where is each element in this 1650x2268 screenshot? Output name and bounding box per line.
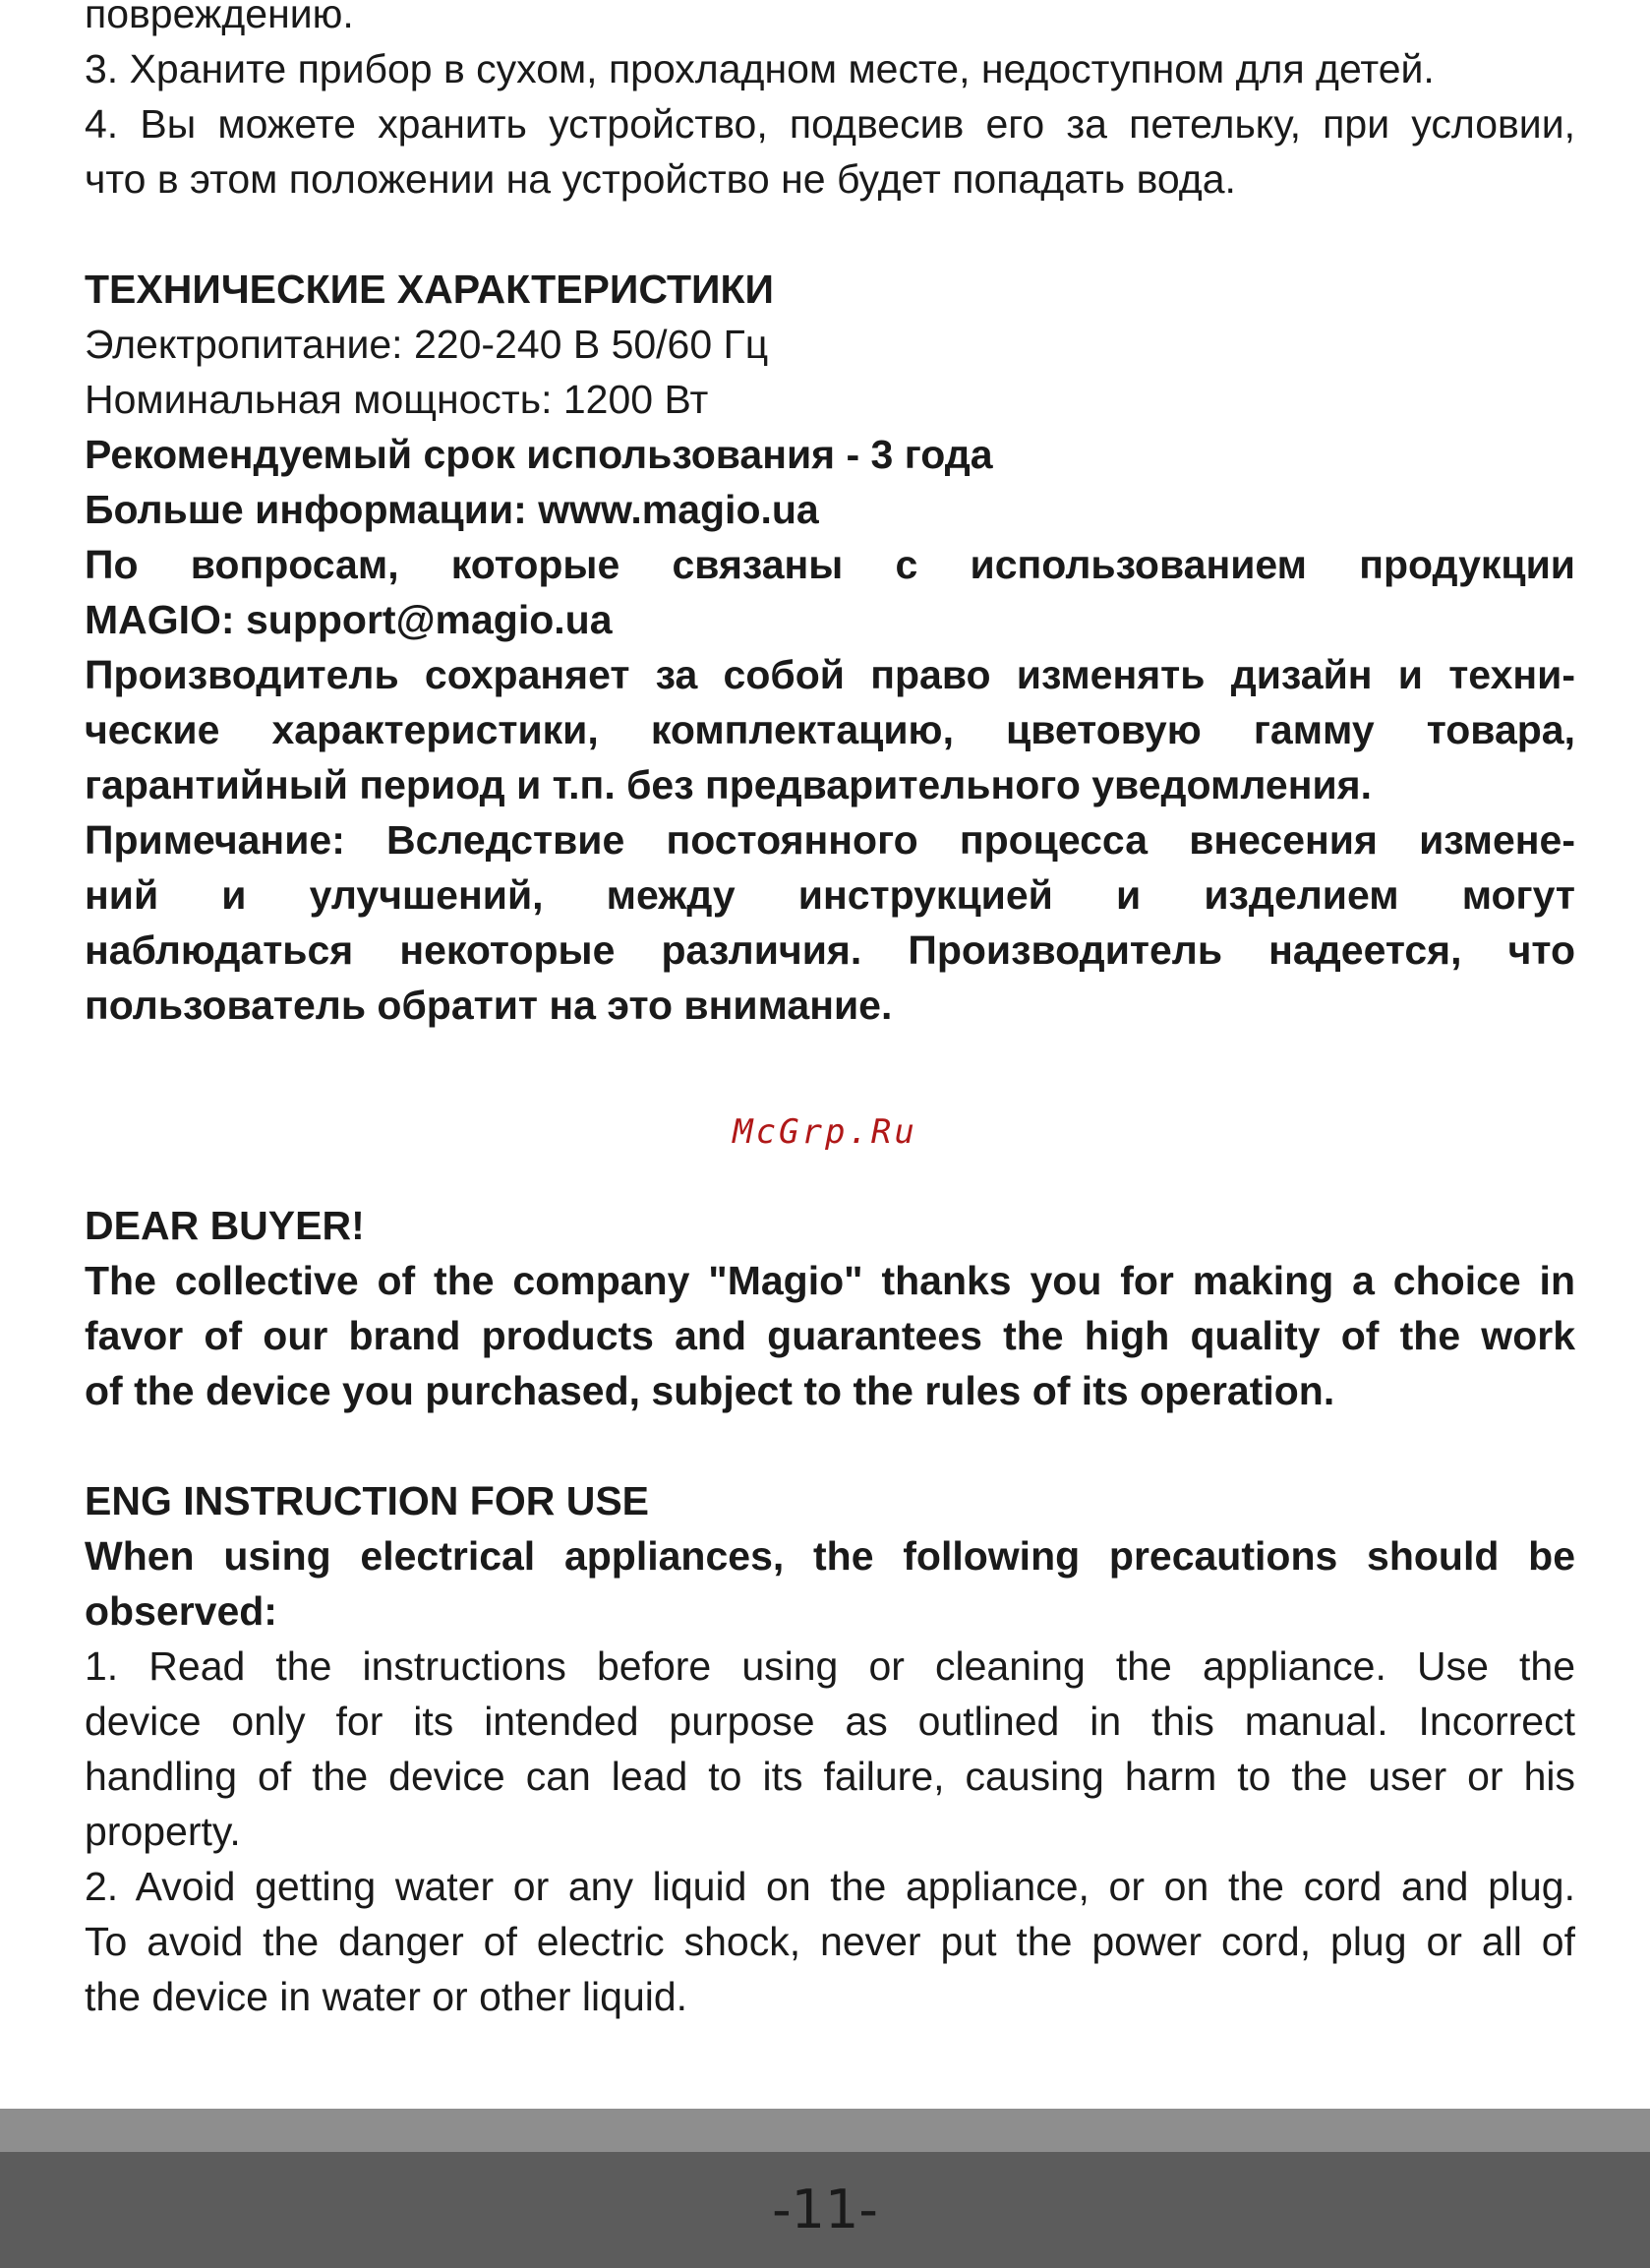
item1-line-2: device only for its intended purpose as outlined in this manual. Incorrect <box>85 1699 1575 1744</box>
item1-line-3: handling of the device can lead to its failure, causing harm to the user or his <box>85 1754 1575 1799</box>
item2-line-2: To avoid the danger of electric shock, never put the power cord, plug or all of <box>85 1919 1575 1964</box>
storage-line-fragment: повреждению. <box>85 0 354 36</box>
spacer <box>85 207 1575 262</box>
page-content <box>85 0 1575 2024</box>
specs-heading: ТЕХНИЧЕСКИЕ ХАРАКТЕРИСТИКИ <box>85 267 774 312</box>
manufacturer-line-3: гарантийный период и т.п. без предварительного уведомления. <box>85 762 1372 807</box>
support-line-2: MAGIO: support@magio.ua <box>85 597 613 642</box>
storage-item-4: 4. Вы можете хранить устройство, подвесив его за петельку, при условии, <box>85 101 1575 147</box>
support-line-1: По вопросам, которые связаны с использованием продукции <box>85 542 1575 587</box>
note-line-1: Примечание: Вследствие постоянного процесса внесения измене- <box>85 817 1575 863</box>
item1-line-1: 1. Read the instructions before using or cleaning the appliance. Use the <box>85 1643 1575 1689</box>
precautions-line-2: observed: <box>85 1588 277 1634</box>
instruction-heading: ENG INSTRUCTION FOR USE <box>85 1478 650 1523</box>
storage-item-3: 3. Храните прибор в сухом, прохладном месте, недоступном для детей. <box>85 46 1435 91</box>
dear-buyer-heading: DEAR BUYER! <box>85 1203 365 1248</box>
item2-line-1: 2. Avoid getting water or any liquid on the appliance, or on the cord and plug. <box>85 1864 1575 1909</box>
power-supply: Электропитание: 220-240 В 50/60 Гц <box>85 322 769 367</box>
spacer <box>85 1033 1575 1088</box>
watermark: McGrp.Ru <box>733 1112 917 1152</box>
service-life: Рекомендуемый срок использования - 3 года <box>85 432 993 477</box>
spacer <box>85 1418 1575 1473</box>
thanks-line-1: The collective of the company "Magio" thanks you for making a choice in <box>85 1258 1575 1303</box>
page-number: -11- <box>772 2178 878 2240</box>
precautions-line-1: When using electrical appliances, the following precautions should be <box>85 1533 1575 1579</box>
manufacturer-line-1: Производитель сохраняет за собой право изменять дизайн и техни- <box>85 652 1575 697</box>
item2-line-3: the device in water or other liquid. <box>85 1974 688 2019</box>
manufacturer-line-2: ческие характеристики, комплектацию, цветовую гамму товара, <box>85 707 1575 752</box>
more-info: Больше информации: www.magio.ua <box>85 487 819 532</box>
note-line-3: наблюдаться некоторые различия. Производитель надеется, что <box>85 927 1575 973</box>
thanks-line-3: of the device you purchased, subject to the rules of its operation. <box>85 1368 1335 1413</box>
note-line-2: ний и улучшений, между инструкцией и изделием могут <box>85 872 1575 918</box>
thanks-line-2: favor of our brand products and guarantees the high quality of the work <box>85 1313 1575 1358</box>
storage-item-4-continued: что в этом положении на устройство не будет попадать вода. <box>85 156 1236 202</box>
item1-line-4: property. <box>85 1809 241 1854</box>
note-line-4: пользователь обратит на это внимание. <box>85 983 893 1028</box>
footer-band-light <box>0 2109 1650 2152</box>
rated-power: Номинальная мощность: 1200 Вт <box>85 377 709 422</box>
